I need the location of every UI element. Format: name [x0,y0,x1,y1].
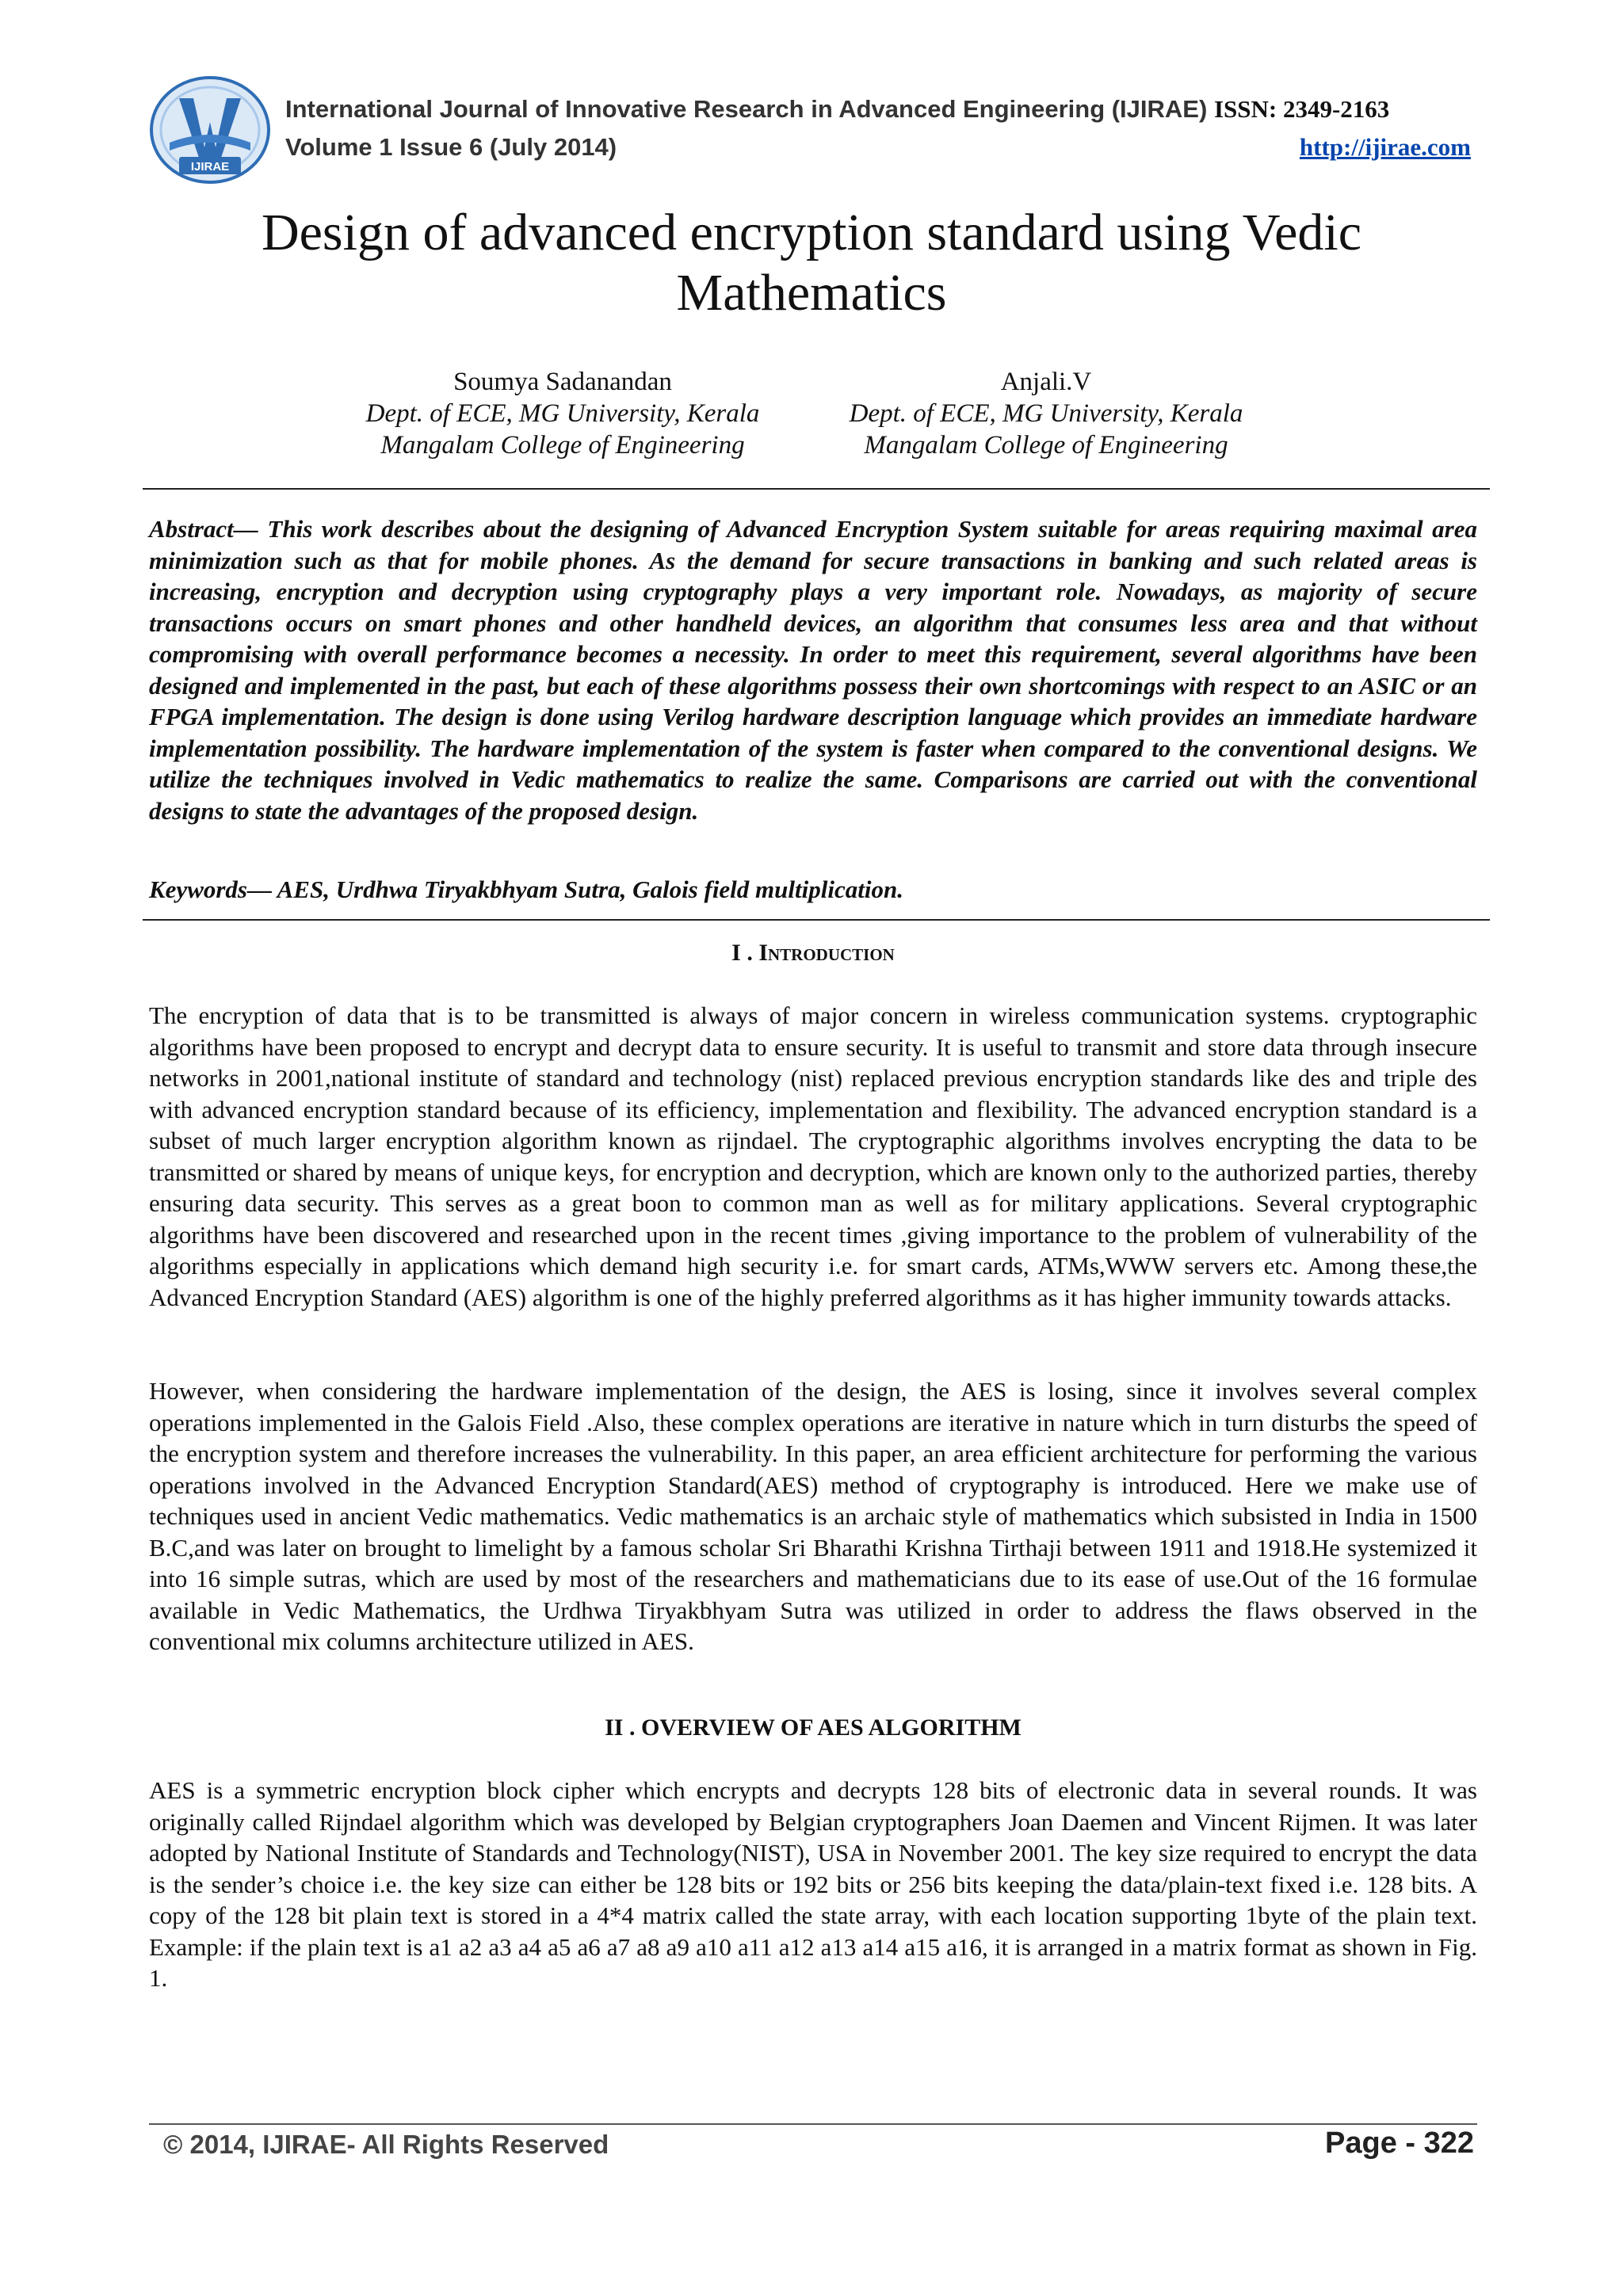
paragraph: The encryption of data that is to be transmitted is always of major concern in wireless communication systems. cryptographic algorithms have been proposed to encrypt and decrypt data to ensure security. It is useful to transmit and store data through insecure networks in 2001,national institute of standard and technology (nist) replaced previous encryption standards like des and triple des with advanced encryption standard because of its efficiency, implementation and flexibility. The advanced encryption standard is a subset of much larger encryption algorithm known as rijndael. The cryptographic algorithms involves encrypting the data to be transmitted or shared by means of unique keys, for encryption and decryption, which are known only to the authorized parties, thereby ensuring data security. This serves as a great boon to common man as well as for military applications. Several cryptographic algorithms have been discovered and researched upon in the recent times ,giving importance to the problem of vulnerability of the algorithms especially in applications which demand high security i.e. for smart cards, ATMs,WWW servers etc. Among these,the Advanced Encryption Standard (AES) algorithm is one of the highly preferred algorithms as it has higher immunity towards attacks. [149,1001,1477,1311]
abstract-label: Abstract— [149,515,258,543]
journal-logo-icon [147,74,273,185]
abstract [149,513,1477,826]
issn: ISSN: 2349-2163 [1213,95,1390,123]
author-dept: Dept. of ECE, MG University, Kerala [849,399,1243,428]
author-1 [341,366,785,461]
page-number: Page - 322 [1325,2126,1474,2160]
author-college: Mangalam College of Engineering [380,431,745,460]
section-heading-overview: II . OVERVIEW OF AES ALGORITHM [605,1714,1022,1741]
paper-title [151,203,1472,323]
divider [143,488,1490,490]
copyright: © 2014, IJIRAE- All Rights Reserved [163,2130,609,2159]
keywords-label: Keywords— [149,875,272,903]
svg-text:IJIRAE: IJIRAE [190,160,230,174]
author-college: Mangalam College of Engineering [864,431,1228,460]
author-dept: Dept. of ECE, MG University, Kerala [365,399,760,428]
section-heading-introduction: I . Introduction [731,940,895,966]
divider [143,919,1490,921]
paragraph: However, when considering the hardware implementation of the design, the AES is losing, since it involves several complex operations implemented in the Galois Field .Also, these complex operations are iterative in nature which in turn disturbs the speed of the encryption system and therefore increases the vulnerability. In this paper, an area efficient architecture for performing the various operations involved in the Advanced Encryption Standard(AES) method of cryptography is introduced. Here we make use of techniques used in ancient Vedic mathematics. Vedic mathematics is an archaic style of mathematics which subsisted in India in 1500 B.C,and was later on brought to limelight by a famous scholar Sri Bharathi Krishna Tirthaji between 1911 and 1918.He systemized it into 16 simple sutras, which are used by most of the researchers and mathematicians due to its ease of use.Out of the 16 formulae available in Vedic Mathematics, the Urdhwa Tiryakbhyam Sutra was utilized in order to address the flaws observed in the conventional mix columns architecture utilized in AES. [149,1377,1477,1655]
journal-url-link[interactable]: http://ijirae.com [1299,133,1471,161]
author-name: Soumya Sadanandan [453,368,672,396]
paper-title-line-2: Mathematics [676,264,947,322]
author-name: Anjali.V [1000,368,1092,396]
footer-divider [149,2123,1477,2125]
paragraph: AES is a symmetric encryption block cipher which encrypts and decrypts 128 bits of electronic data in several rounds. It was originally called Rijndael algorithm which was developed by Belgian cryptographers Joan Daemen and Vincent Rijmen. It was later adopted by National Institute of Standards and Technology(NIST), USA in November 2001. The key size required to encrypt the data is the sender’s choice i.e. the key size can either be 128 bits or 192 bits or 256 bits keeping the data/plain-text fixed i.e. 128 bits. A copy of the 128 bit plain text is stored in a 4*4 matrix called the state array, with each location supporting 1byte of the plain text. Example: if the plain text is a1 a2 a3 a4 a5 a6 a7 a8 a9 a10 a11 a12 a13 a14 a15 a16, it is arranged in a matrix format as shown in Fig. 1. [149,1776,1477,1992]
journal-logo [147,74,273,185]
keywords [149,874,1477,906]
abstract-text: This work describes about the designing of Advanced Encryption System suitable for areas requiring maximal area minimization such as that for mobile phones. As the demand for secure transactions in banking and such related areas is increasing, encryption and decryption using cryptography plays a very important role. Nowadays, as majority of secure transactions occurs on smart phones and other handheld devices, an algorithm that consumes less area and that without compromising with overall performance becomes a necessity. In order to meet this requirement, several algorithms have been designed and implemented in the past, but each of these algorithms possess their own shortcomings with respect to an ASIC or an FPGA implementation. The design is done using Verilog hardware description language which provides an immediate hardware implementation possibility. The hardware implementation of the system is faster when compared to the conventional designs. We utilize the techniques involved in Vedic mathematics to realize the same. Comparisons are carried out with the conventional designs to state the advantages of the proposed design. [149,515,1478,825]
journal-title: International Journal of Innovative Research in Advanced Engineering (IJIRAE) ISSN: 2349-2163 [285,95,1390,123]
author-2 [824,366,1268,461]
keywords-text: AES, Urdhwa Tiryakbhyam Sutra, Galois field multiplication. [277,875,903,903]
paper-title-line-1: Design of advanced encryption standard using Vedic [261,204,1362,261]
journal-volume: Volume 1 Issue 6 (July 2014) [285,133,617,161]
